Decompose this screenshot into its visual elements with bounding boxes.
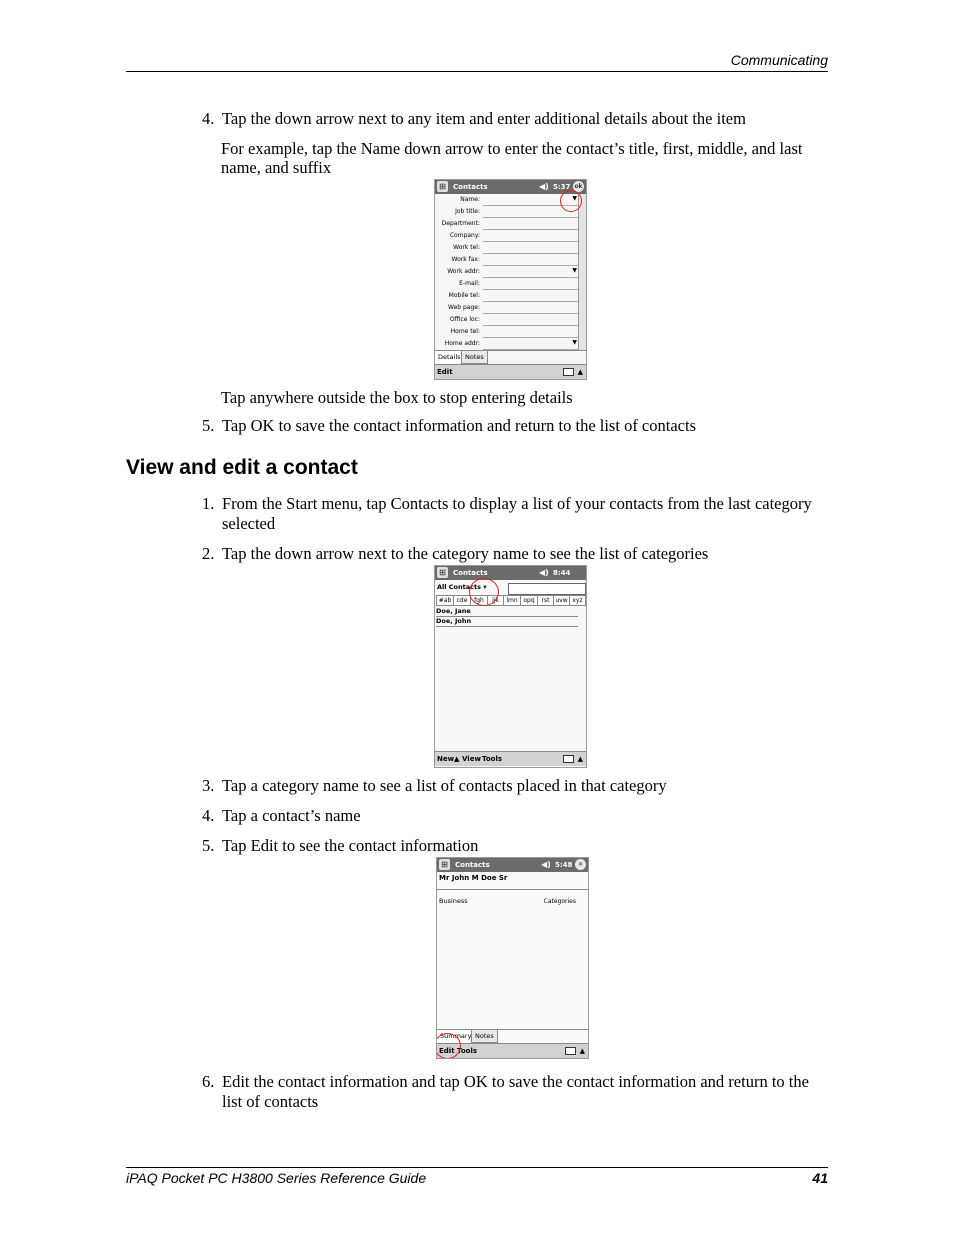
field-row[interactable]: [435, 303, 581, 315]
windows-start-icon[interactable]: ⊞: [437, 181, 448, 192]
field-line: [483, 241, 579, 242]
tab-notes[interactable]: Notes: [461, 351, 488, 364]
clock[interactable]: 5:37: [553, 183, 571, 191]
category-arrow-icon: ▾: [483, 583, 487, 591]
tab-summary[interactable]: Summary: [437, 1030, 475, 1042]
keyboard-icon[interactable]: [563, 368, 574, 376]
field-label: Company:: [449, 232, 480, 239]
step-number: 6.: [202, 1072, 215, 1091]
field-label: Department:: [441, 220, 480, 227]
highlight-circle: [469, 578, 499, 606]
close-icon[interactable]: ✕: [575, 859, 586, 870]
field-label: E-mail:: [459, 280, 480, 287]
step-number: 4.: [202, 109, 215, 128]
step-number: 4.: [202, 806, 215, 825]
step-number: 1.: [202, 494, 215, 513]
field-line: [483, 337, 579, 338]
field-row[interactable]: [435, 219, 581, 231]
new-arrow-icon[interactable]: ▲: [454, 755, 460, 763]
field-row[interactable]: [435, 243, 581, 255]
title-bar: [437, 858, 588, 872]
find-input[interactable]: [508, 583, 586, 595]
field-line: [483, 313, 579, 314]
keyboard-icon[interactable]: [563, 755, 574, 763]
alpha-tab[interactable]: uvw: [553, 595, 570, 606]
page-number: 41: [812, 1170, 828, 1186]
tools-menu[interactable]: Tools: [457, 1047, 478, 1055]
speaker-icon[interactable]: ◀): [539, 568, 549, 577]
ok-button[interactable]: ok: [574, 183, 583, 190]
tools-menu[interactable]: Tools: [482, 755, 503, 763]
step-text: Tap a contact’s name: [222, 806, 361, 825]
categories-label[interactable]: Categories: [543, 898, 576, 905]
edit-button[interactable]: Edit: [439, 1047, 455, 1055]
field-row[interactable]: [435, 255, 581, 267]
field-line: [483, 253, 579, 254]
field-row[interactable]: [435, 207, 581, 219]
field-row[interactable]: [435, 279, 581, 291]
example-paragraph: For example, tap the Name down arrow to enter the contact’s title, first, middle, and last name, and suffix: [221, 139, 803, 177]
command-bar: [435, 364, 586, 379]
app-title: Contacts: [453, 569, 488, 577]
keyboard-icon[interactable]: [565, 1047, 576, 1055]
field-label: Home tel:: [450, 328, 480, 335]
screenshot-contact-details: [434, 179, 587, 380]
edit-menu[interactable]: Edit: [437, 368, 453, 376]
field-row[interactable]: [435, 267, 581, 279]
field-line: [483, 325, 579, 326]
dropdown-arrow-icon[interactable]: ▼: [572, 339, 577, 346]
header-rule: [126, 71, 828, 72]
app-title: Contacts: [453, 183, 488, 191]
step-text: Tap OK to save the contact information and return to the list of contacts: [222, 416, 696, 435]
step-number: 5.: [202, 836, 215, 855]
alpha-tab[interactable]: rst: [537, 595, 554, 606]
input-panel-arrow-icon[interactable]: ▲: [577, 755, 583, 763]
field-line: [483, 289, 579, 290]
input-panel-arrow-icon[interactable]: ▲: [577, 368, 583, 376]
dropdown-arrow-icon[interactable]: ▼: [572, 267, 577, 274]
step-text: Tap Edit to see the contact information: [222, 836, 479, 855]
screenshot-contact-summary: [436, 857, 589, 1059]
field-label: Work addr:: [447, 268, 480, 275]
field-row[interactable]: [435, 291, 581, 303]
highlight-circle: [560, 190, 582, 212]
field-row[interactable]: [435, 231, 581, 243]
step-number: 3.: [202, 776, 215, 795]
app-title: Contacts: [455, 861, 490, 869]
category-label: All Contacts: [437, 583, 481, 591]
command-bar: [435, 751, 586, 766]
tab-details[interactable]: Details: [435, 351, 465, 363]
step-text: From the Start menu, tap Contacts to display a list of your contacts from the last category selected: [222, 494, 812, 533]
field-line: [483, 301, 579, 302]
field-line: [483, 277, 579, 278]
field-label: Home addr:: [444, 340, 480, 347]
new-button[interactable]: New: [437, 755, 455, 763]
field-label: Office loc:: [449, 316, 480, 323]
windows-start-icon[interactable]: ⊞: [439, 859, 450, 870]
field-line: [483, 217, 579, 218]
field-label: Name:: [460, 196, 480, 203]
title-bar: [435, 566, 586, 580]
clock[interactable]: 5:48: [555, 861, 573, 869]
step-text: Tap the down arrow next to any item and enter additional details about the item: [222, 109, 746, 128]
tab-strip: [435, 350, 586, 364]
alpha-tab[interactable]: ijk: [487, 595, 504, 606]
step-text: Edit the contact information and tap OK to save the contact information and return to the list of contacts: [222, 1072, 809, 1111]
section-heading: View and edit a contact: [126, 456, 358, 479]
field-row[interactable]: [435, 315, 581, 327]
footer-title: iPAQ Pocket PC H3800 Series Reference Guide: [126, 1170, 427, 1186]
running-header: Communicating: [730, 52, 828, 68]
step-text: Tap the down arrow next to the category name to see the list of categories: [222, 544, 709, 563]
contact-row[interactable]: Doe, Jane: [436, 607, 578, 617]
alpha-tab[interactable]: cde: [453, 595, 471, 606]
screenshot-contact-list: [434, 565, 587, 768]
input-panel-arrow-icon[interactable]: ▲: [579, 1047, 585, 1055]
speaker-icon[interactable]: ◀): [541, 860, 551, 869]
speaker-icon[interactable]: ◀): [539, 182, 549, 191]
name-divider: [437, 889, 588, 890]
alpha-tab[interactable]: #ab: [436, 595, 454, 606]
contact-name: Mr John M Doe Sr: [439, 874, 508, 882]
field-line: [483, 229, 579, 230]
footer-rule: [126, 1167, 828, 1168]
tab-notes[interactable]: Notes: [471, 1030, 498, 1043]
clock[interactable]: 8:44: [553, 569, 571, 577]
field-label: Mobile tel:: [448, 292, 480, 299]
outside-paragraph: Tap anywhere outside the box to stop entering details: [221, 388, 573, 407]
contact-group: Business: [439, 897, 468, 905]
view-menu[interactable]: View: [462, 755, 481, 763]
alpha-tab[interactable]: opq: [520, 595, 538, 606]
windows-start-icon[interactable]: ⊞: [437, 567, 448, 578]
scrollbar[interactable]: [578, 194, 586, 350]
field-label: Work fax:: [451, 256, 480, 263]
field-label: Work tel:: [453, 244, 480, 251]
alpha-tab[interactable]: fgh: [470, 595, 488, 606]
field-line: [483, 265, 579, 266]
field-row[interactable]: [435, 327, 581, 339]
step-text: Tap a category name to see a list of contacts placed in that category: [222, 776, 667, 795]
step-number: 5.: [202, 416, 215, 435]
dropdown-arrow-icon[interactable]: ▼: [572, 195, 577, 202]
field-label: Web page:: [448, 304, 480, 311]
step-number: 2.: [202, 544, 215, 563]
alpha-tab[interactable]: lmn: [503, 595, 521, 606]
field-label: Job title:: [455, 208, 480, 215]
contact-row[interactable]: Doe, John: [436, 617, 578, 627]
alpha-tab[interactable]: xyz: [569, 595, 586, 606]
